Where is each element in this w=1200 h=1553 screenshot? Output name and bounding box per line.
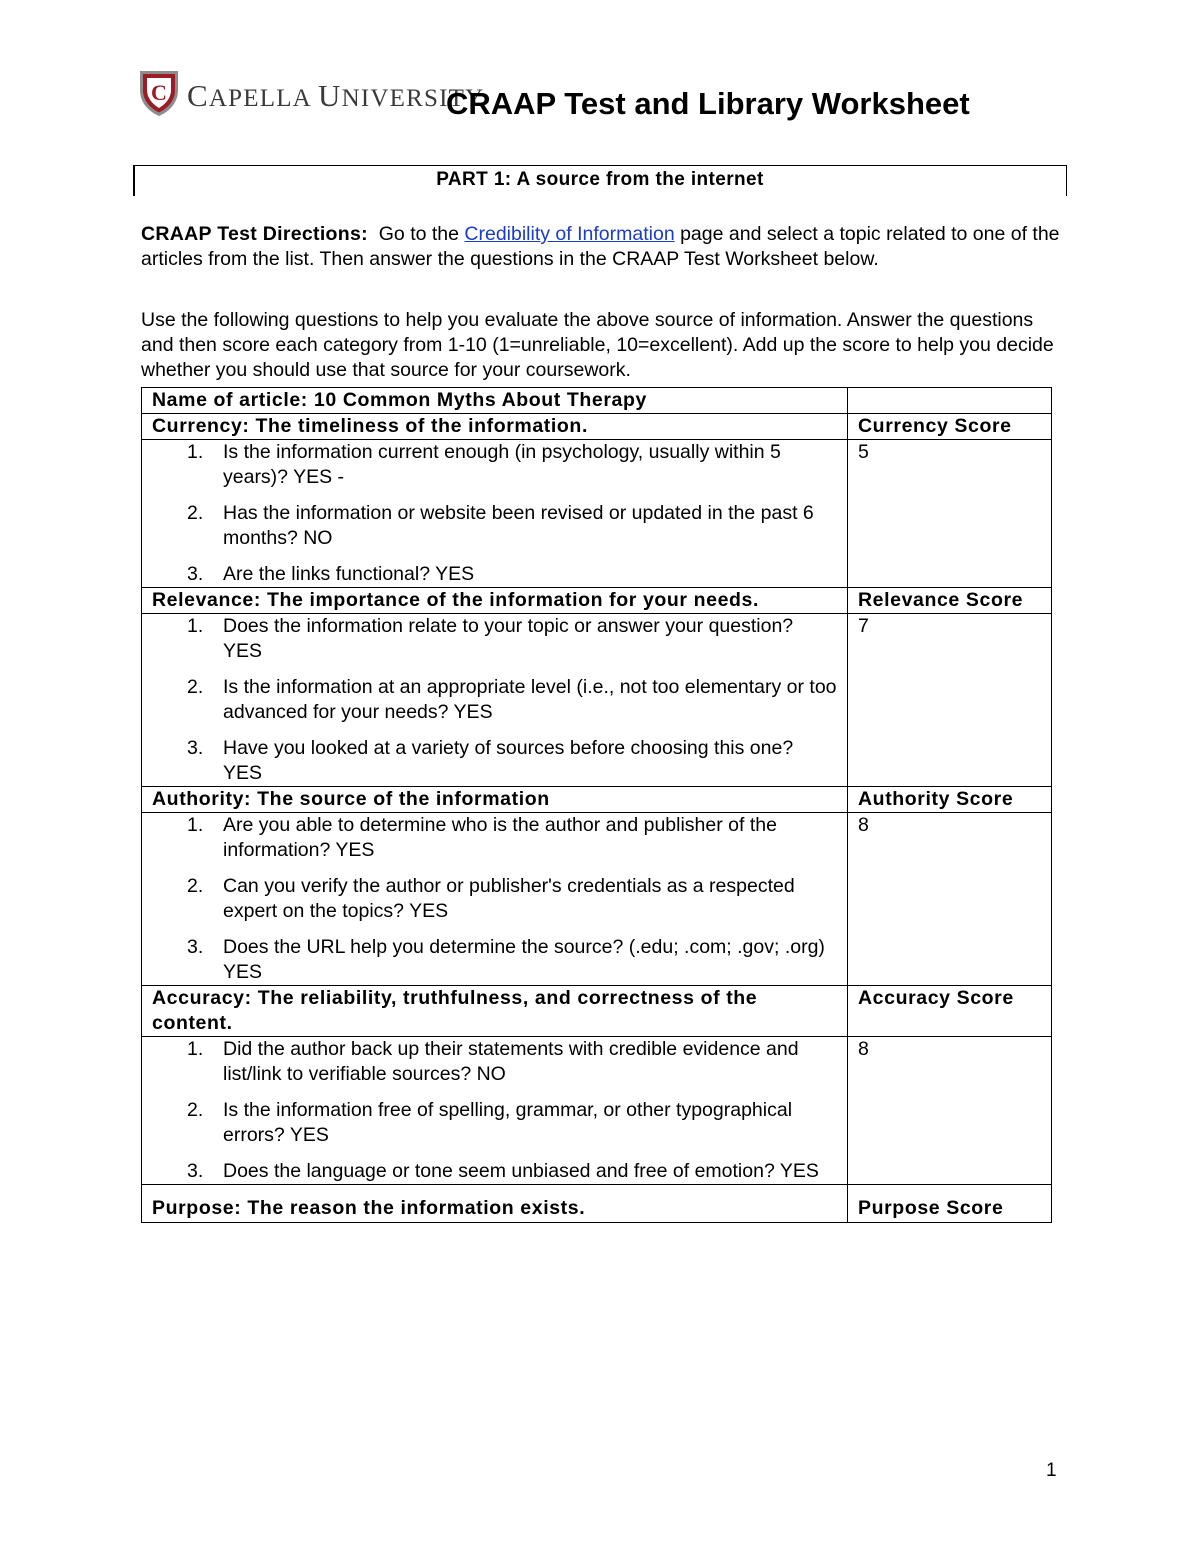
purpose-score-label: Purpose Score [848,1185,1052,1223]
section-body-row [142,614,1052,787]
currency-score-value[interactable]: 5 [848,440,1052,588]
authority-score-label: Authority Score [848,787,1052,813]
accuracy-score-value[interactable]: 8 [848,1037,1052,1185]
question-item: 2. Has the information or website been revised or updated in the past 6 months? NO [187,502,814,549]
accuracy-score-label: Accuracy Score [848,986,1052,1037]
currency-questions [142,440,848,588]
article-name: Name of article: 10 Common Myths About Therapy [142,388,848,414]
evaluation-instructions: Use the following questions to help you evaluate the above source of information. Answer the questions and then score each category from 1-10 (1=unreliable, 10=excellent). Add up the score to help you decide whether you should use that source for your coursework. [141,309,1054,381]
question-item: 1. Did the author back up their statements with credible evidence and list/link to verifiable sources? NO [187,1038,799,1085]
question-item: 2. Is the information free of spelling, grammar, or other typographical errors? YES [187,1099,793,1146]
authority-score-value[interactable]: 8 [848,813,1052,986]
question-item: 3. Does the language or tone seem unbiased and free of emotion? YES [187,1160,819,1182]
document-title: CRAAP Test and Library Worksheet [446,86,970,121]
purpose-heading: Purpose: The reason the information exists. [142,1185,848,1223]
relevance-score-value[interactable]: 7 [848,614,1052,787]
article-row [142,388,1052,414]
question-item: 3. Does the URL help you determine the source? (.edu; .com; .gov; .org) YES [187,936,825,983]
question-item: 3. Have you looked at a variety of sources before choosing this one? YES [187,737,794,784]
part-title: PART 1: A source from the internet [436,169,764,190]
question-item: 1. Are you able to determine who is the author and publisher of the information? YES [187,814,777,861]
currency-heading: Currency: The timeliness of the information. [142,414,848,440]
currency-score-label: Currency Score [848,414,1052,440]
relevance-heading: Relevance: The importance of the information for your needs. [142,588,848,614]
question-item: 1. Is the information current enough (in psychology, usually within 5 years)? YES - [187,441,781,488]
page-number: 1 [1046,1460,1057,1481]
section-header-row [142,1185,1052,1223]
accuracy-questions [142,1037,848,1185]
authority-questions [142,813,848,986]
section-body-row [142,1037,1052,1185]
section-header-row [142,787,1052,813]
question-item: 1. Does the information relate to your topic or answer your question? YES [187,615,794,662]
directions-label: CRAAP Test Directions: [141,223,368,245]
university-name: CAPELLA UNIVERSITY [187,78,485,113]
section-body-row [142,440,1052,588]
section-header-row [142,986,1052,1037]
accuracy-heading: Accuracy: The reliability, truthfulness, and correctness of the content. [142,986,848,1037]
craap-directions: CRAAP Test Directions: Go to the Credibility of Information page and select a topic related to one of the articles from the list. Then answer the questions in the CRAAP Test Worksheet below. [141,223,1060,270]
authority-heading: Authority: The source of the information [142,787,848,813]
question-item: 2. Can you verify the author or publisher's credentials as a respected expert on the topics? YES [187,875,795,922]
document-header [138,66,1038,126]
relevance-score-label: Relevance Score [848,588,1052,614]
craap-worksheet-table [141,387,1052,1223]
credibility-link[interactable]: Credibility of Information [464,223,675,245]
article-score-cell[interactable] [848,388,1052,414]
capella-shield-logo [138,68,180,118]
question-item: 2. Is the information at an appropriate level (i.e., not too elementary or too advanced for your needs? YES [187,676,837,723]
question-item: 3. Are the links functional? YES [187,563,475,585]
section-header-row [142,414,1052,440]
section-body-row [142,813,1052,986]
section-header-row [142,588,1052,614]
relevance-questions [142,614,848,787]
shield-letter: C [151,80,167,105]
